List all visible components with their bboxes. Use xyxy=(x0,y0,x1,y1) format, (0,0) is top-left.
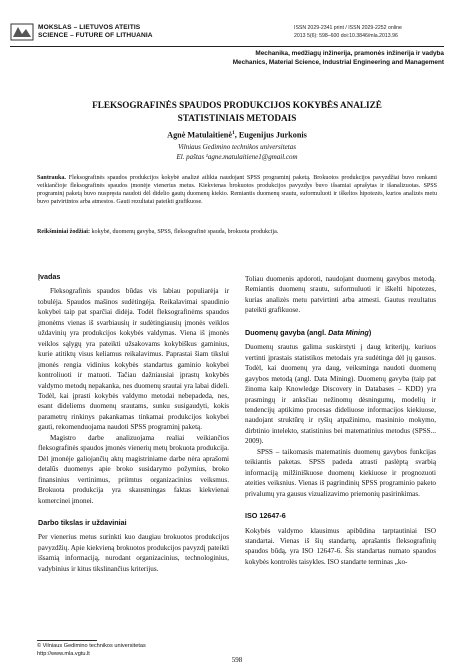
abstract-label: Santrauka. xyxy=(37,175,66,181)
title-line-2: STATISTINIAIS METODAIS xyxy=(177,112,297,123)
authors xyxy=(40,130,434,140)
goals-paragraph: Per vienerius metus surinkti kuo daugiau brokuotos produkcijos pavyzdžių. Apie kiekvieną brokuotos produkcijos pavyzdį pateikti išsamią informaciją, nurodant organizacinius, technologinius, vadybinius ir kitus tikslinančius kriterijus. xyxy=(38,533,229,573)
right-column xyxy=(245,274,436,567)
intro-paragraph-2: Magistro darbe analizuojama realiai veikiančios fleksografinės spaudos įmonės vienerių metų brokuota produkcija. Dėl įmonėje galiojančių aktų magistriniame darbe nėra aprašomi detalūs duomenys apie broko susidarymo požymius, broko finansinius vertinimus, priimtus organizacinius veiksmus. Brokuota produkcija yra skausmingas faktas kiekvienai komercinei įmonei. xyxy=(38,433,229,505)
copyright: © Vilniaus Gedimino technikos universitetas xyxy=(37,643,146,649)
journal-name-lt: MOKSLAS – LIETUVOS ATEITIS xyxy=(38,24,141,31)
heading-data-mining-post: ) xyxy=(368,327,372,337)
iso-paragraph: Kokybės valdymo klausimus apibūdina tarptautiniai ISO standartai. Vienas iš šių standartų, aprašantis fleksografinių spaudos būdą, yra ISO 12647-6. Šis standartas numato spaudos kokybės kontrolės taisykles. ISO standarte terminas „ko- xyxy=(245,526,436,566)
heading-iso: ISO 12647-6 xyxy=(245,511,286,521)
affiliation-block xyxy=(40,142,434,162)
footer-rule xyxy=(37,640,97,641)
keywords xyxy=(37,228,437,236)
authors-separator: , xyxy=(234,130,239,140)
author-2: Eugenijus Jurkonis xyxy=(238,130,307,140)
section-en: Mechanics, Material Science, Industrial Engineering and Management xyxy=(232,58,444,66)
heading-data-mining xyxy=(245,328,436,338)
section-heading xyxy=(204,50,444,67)
intro-paragraph-1: Fleksografinis spaudos būdas vis labiau populiarėja ir tobulėja. Spaudos mašinos sudėtingėja. Reikalavimai spaudinio kokybei taip pat sparčiai didėja. Todėl fleksografinėms spaudos įmonėms vienas iš svarbiausių ir sudėtingiausių įmonės veiklos uždavinių yra produkcijos kokybės valdymas. Viena iš įmonės veiklos sąlygų yra pateikti užsakovams kokybiškus gaminius, kurie atitiktų visus keliamus reikalavimus. Paprastai šiam tikslui įmonės rengia vidinius kokybės standartus gaminio kokybei kontroliuoti ir matuoti. Tačiau dažniausiai įprastų kokybės valdymo metodų nepakanka, nes duomenų srautai yra labai dideli. Todėl, kai įprasti kokybės valdymo metodai nebepadeda, nes, esant dideliems duomenų srautams, sunku susigaudyti, kokis parametrų rinkinys pakankamas tinkamai produkcijos kokybei gauti, rekomenduojama naudoti SPSS programinį paketą. xyxy=(38,287,229,432)
keywords-label: Reikšminiai žodžiai: xyxy=(37,229,90,235)
keywords-text: kokybė, duomenų gavyba, SPSS, fleksografinė spauda, brokuota produkcija. xyxy=(89,229,279,235)
goals-continued-paragraph: Toliau duomenis apdoroti, naudojant duomenų gavybos metodą. Remiantis duomenų srautu, suformuluoti ir iškelti hipotezes, kurias analizės metu patvirtinti arba atmesti. Gautus rezultatus pateikti grafikuose. xyxy=(245,275,436,315)
issn-line: ISSN 2029-2341 print / ISSN 2029-2252 online xyxy=(294,25,402,31)
journal-name xyxy=(38,24,268,40)
section-lt: Mechanika, medžiagų inžinerija, pramonės inžinerija ir vadyba xyxy=(255,50,444,57)
heading-introduction: Įvadas xyxy=(38,272,61,281)
journal-name-en: SCIENCE – FUTURE OF LITHUANIA xyxy=(38,32,153,39)
heading-goals: Darbo tikslas ir uždaviniai xyxy=(38,517,127,527)
abstract-text: Fleksografinės spaudos produkcijos kokybė analizė atlikta naudojant SPSS programinį paketą. Brokuotos produkcijos pavyzdžiai buvo renkami veikiančioje fleksografinės spaudos įmonėje vienerius metus. Kiekvienas brokuotos produkcijos pavyzdys buvo išsamiai aprašytas ir išanalizuotas. SPSS programinį paketą buvo nuspręsta naudoti dėl didelio gautų duomenų kiekio. Remiantis duomenų srautu, suformuluoti ir iškeltos hipotezės, kurios analizės metu buvo patvirtintos arba atmestos. Gauti rezultatai pateikti grafikuose. xyxy=(37,175,437,206)
header-rule xyxy=(10,46,444,47)
affiliation: Vilniaus Gedimino technikos universitetas xyxy=(178,143,296,151)
author-1: Agnė Matulaitienė xyxy=(167,130,232,140)
article-title xyxy=(40,99,434,124)
issn-block xyxy=(294,24,444,40)
abstract xyxy=(37,174,437,206)
doi-line: 2013 5(6): 598–600 doi:10.3846/mla.2013.96 xyxy=(294,33,398,39)
heading-data-mining-pre: Duomenų gavyba (angl. xyxy=(245,327,329,337)
data-mining-paragraph-2: SPSS – taikomasis matematinis duomenų gavybos funkcijas teikiantis paketas. SPSS padeda atrasti paslėptą svarbią informaciją milžiniškuose duomenų kiekiuose ir prognozuoti ateities veiksnius. Vienas iš pagrindinių SPSS programinio paketo privalumų yra gausus vizualizavimo priemonių pasirinkimas. xyxy=(245,447,436,498)
heading-data-mining-italic: Data Mining xyxy=(328,327,369,337)
title-line-1: FLEKSOGRAFINĖS SPAUDOS PRODUKCIJOS KOKYBĖS ANALIZĖ xyxy=(92,100,382,110)
journal-url[interactable]: http://www.mla.vgtu.lt xyxy=(37,650,90,657)
left-column xyxy=(38,268,229,574)
journal-logo xyxy=(10,23,34,41)
page-number: 598 xyxy=(231,656,243,664)
author-1-sup: 1 xyxy=(231,130,235,136)
data-mining-paragraph-1: Duomenų srautus galima suskirstyti į daug kriterijų, kuriuos vertinti įprastais statistikos metodais yra sudėtinga dėl jų gausos. Todėl, kai duomenų yra daug, veiksminga naudoti duomenų gavybos metodą (angl. Data Mining). Duomenų gavyba (taip pat žinoma kaip Knowledge Discovery in Databases – KDD) yra prasmingų ir anksčiau nežinomų dėsningumų, modelių ir tendencijų aptikimo procesas dideliuose informacijos kiekiuose, naudojant struktūrų ir ryšių atpažinimo, masininio mokymo, dirbtinio intelekto, statistinius bei matematinius metodus (SPSS... 2009). xyxy=(245,343,436,446)
email[interactable]: El. paštas ¹agne.matulaitiene1@gmail.com xyxy=(176,153,298,161)
